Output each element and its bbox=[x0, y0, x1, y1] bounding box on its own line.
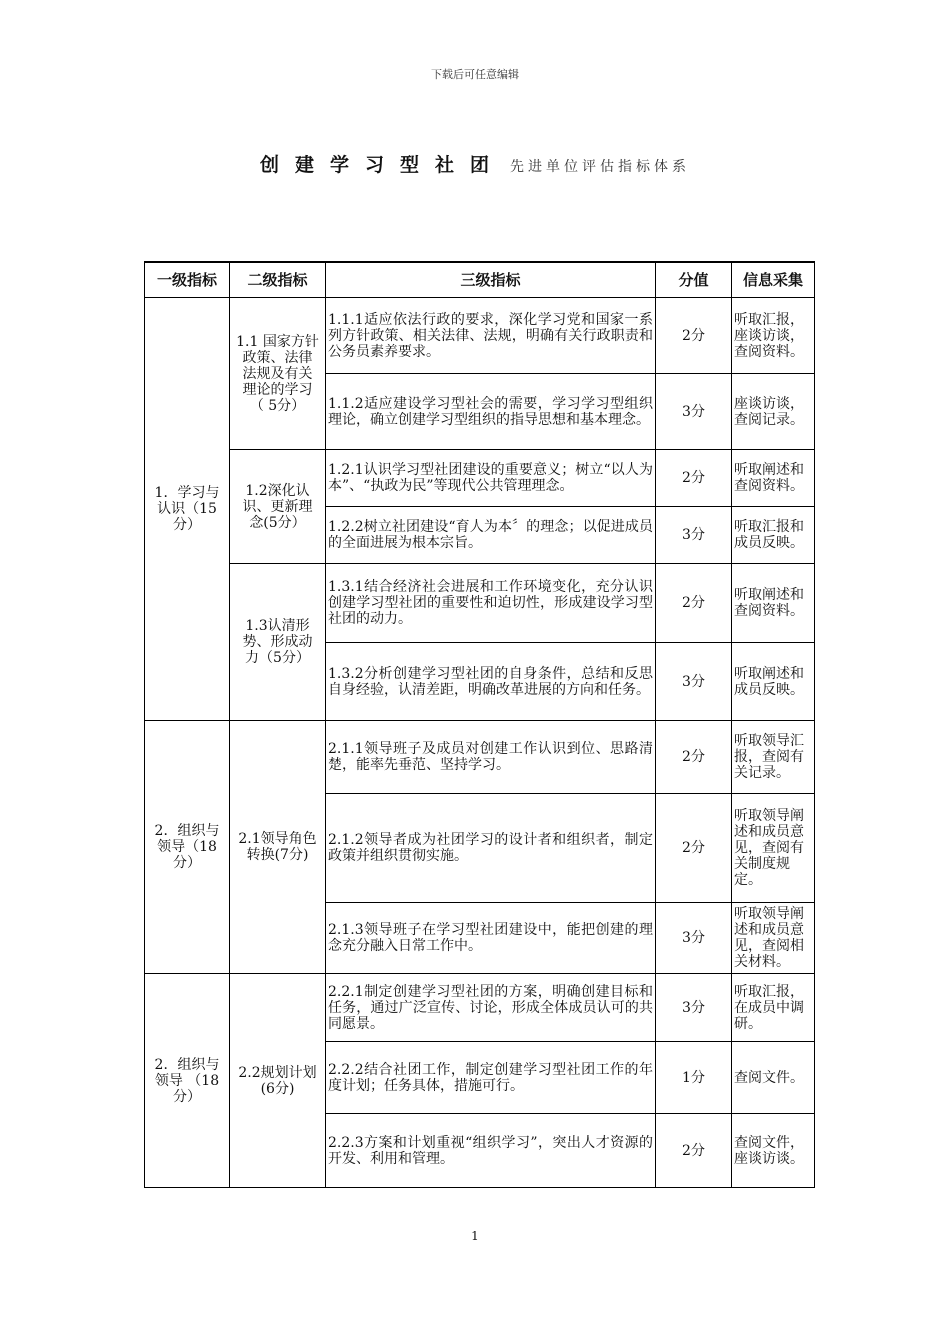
header-level2: 二级指标 bbox=[230, 262, 326, 298]
level3-cell: 2.1.3领导班子在学习型社团建设中，能把创建的理念充分融入日常工作中。 bbox=[326, 903, 656, 974]
indicator-table bbox=[144, 261, 815, 1188]
level1-cell: 2．组织与领导（18分） bbox=[145, 721, 230, 974]
info-cell: 听取领导阐述和成员意见，查阅有关制度规定。 bbox=[732, 794, 815, 903]
score-cell: 3分 bbox=[656, 374, 732, 450]
table-row bbox=[145, 450, 815, 507]
level1-cell: 1．学习与认识（15分） bbox=[145, 298, 230, 721]
info-cell: 听取阐述和查阅资料。 bbox=[732, 564, 815, 643]
level3-cell: 1.1.1适应依法行政的要求，深化学习党和国家一系列方针政策、相关法律、法规，明确有关行政职责和公务员素养要求。 bbox=[326, 298, 656, 374]
table-header-row bbox=[145, 262, 815, 298]
score-cell: 3分 bbox=[656, 974, 732, 1042]
header-level3: 三级指标 bbox=[326, 262, 656, 298]
score-cell: 2分 bbox=[656, 450, 732, 507]
score-cell: 2分 bbox=[656, 794, 732, 903]
level3-cell: 1.2.2树立社团建设“育人为本〞的理念；以促进成员的全面进展为根本宗旨。 bbox=[326, 507, 656, 564]
info-cell: 座谈访谈，查阅记录。 bbox=[732, 374, 815, 450]
info-cell: 听取汇报，在成员中调研。 bbox=[732, 974, 815, 1042]
level3-cell: 1.3.2分析创建学习型社团的自身条件，总结和反思自身经验，认清差距，明确改革进展的方向和任务。 bbox=[326, 643, 656, 721]
info-cell: 听取阐述和查阅资料。 bbox=[732, 450, 815, 507]
score-cell: 2分 bbox=[656, 298, 732, 374]
level3-cell: 1.3.1结合经济社会进展和工作环境变化，充分认识创建学习型社团的重要性和迫切性，形成建设学习型社团的动力。 bbox=[326, 564, 656, 643]
level2-cell: 1.1 国家方针政策、法律法规及有关理论的学习（ 5分） bbox=[230, 298, 326, 450]
info-cell: 听取领导阐述和成员意见，查阅相关材料。 bbox=[732, 903, 815, 974]
info-cell: 听取汇报，座谈访谈，查阅资料。 bbox=[732, 298, 815, 374]
score-cell: 2分 bbox=[656, 564, 732, 643]
score-cell: 2分 bbox=[656, 721, 732, 794]
level2-cell: 1.3认清形势、形成动力（5分） bbox=[230, 564, 326, 721]
table-row bbox=[145, 974, 815, 1042]
info-cell: 听取领导汇报，查阅有关记录。 bbox=[732, 721, 815, 794]
header-score: 分值 bbox=[656, 262, 732, 298]
table-row bbox=[145, 298, 815, 374]
header-note: 下载后可任意编辑 bbox=[431, 68, 519, 81]
level2-cell: 1.2深化认识、更新理念(5分） bbox=[230, 450, 326, 564]
level3-cell: 2.2.1制定创建学习型社团的方案，明确创建目标和任务，通过广泛宣传、讨论，形成全体成员认可的共同愿景。 bbox=[326, 974, 656, 1042]
document-title bbox=[0, 150, 950, 177]
level1-cell: 2．组织与领导 （18分） bbox=[145, 974, 230, 1188]
header-info: 信息采集 bbox=[732, 262, 815, 298]
info-cell: 听取汇报和成员反映。 bbox=[732, 507, 815, 564]
score-cell: 3分 bbox=[656, 903, 732, 974]
table-row bbox=[145, 721, 815, 794]
score-cell: 2分 bbox=[656, 1114, 732, 1188]
table-row bbox=[145, 564, 815, 643]
level3-cell: 2.1.2领导者成为社团学习的设计者和组织者，制定政策并组织贯彻实施。 bbox=[326, 794, 656, 903]
info-cell: 查阅文件。 bbox=[732, 1042, 815, 1114]
level2-cell: 2.2规划计划(6分) bbox=[230, 974, 326, 1188]
level2-cell: 2.1领导角色转换(7分) bbox=[230, 721, 326, 974]
info-cell: 查阅文件，座谈访谈。 bbox=[732, 1114, 815, 1188]
score-cell: 3分 bbox=[656, 507, 732, 564]
title-main: 创建学习型社团 bbox=[259, 154, 505, 176]
level3-cell: 1.1.2适应建设学习型社会的需要，学习学习型组织理论，确立创建学习型组织的指导思想和基本理念。 bbox=[326, 374, 656, 450]
header-level1: 一级指标 bbox=[145, 262, 230, 298]
level3-cell: 2.2.2结合社团工作，制定创建学习型社团工作的年度计划；任务具体，措施可行。 bbox=[326, 1042, 656, 1114]
level3-cell: 1.2.1认识学习型社团建设的重要意义；树立“以人为本”、“执政为民”等现代公共管理理念。 bbox=[326, 450, 656, 507]
level3-cell: 2.2.3方案和计划重视“组织学习”，突出人才资源的开发、利用和管理。 bbox=[326, 1114, 656, 1188]
score-cell: 3分 bbox=[656, 643, 732, 721]
info-cell: 听取阐述和成员反映。 bbox=[732, 643, 815, 721]
page-number: 1 bbox=[471, 1229, 479, 1243]
score-cell: 1分 bbox=[656, 1042, 732, 1114]
title-sub: 先进单位评估指标体系 bbox=[510, 159, 691, 175]
level3-cell: 2.1.1领导班子及成员对创建工作认识到位、思路清楚，能率先垂范、坚持学习。 bbox=[326, 721, 656, 794]
